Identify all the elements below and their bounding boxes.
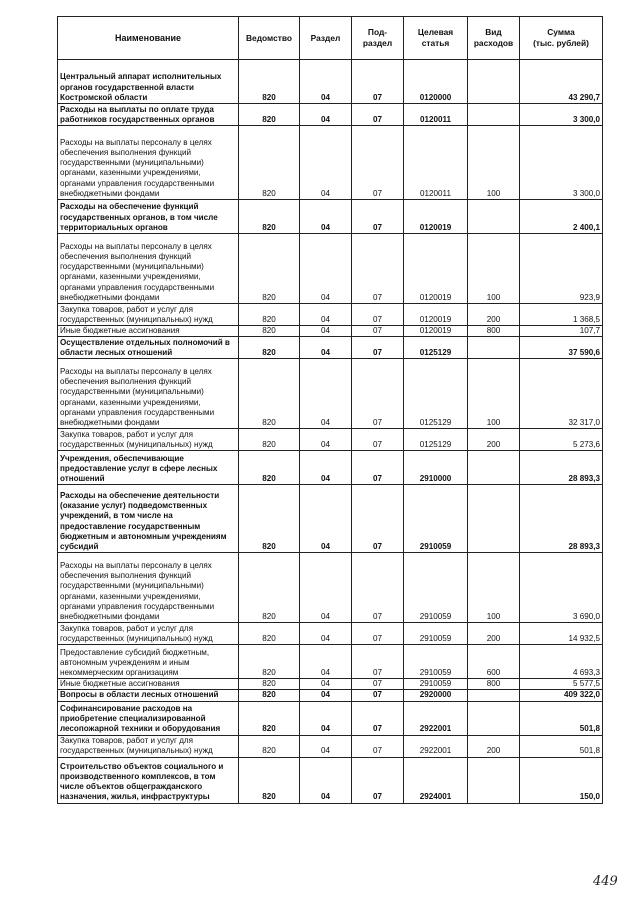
cell-sum: 37 590,6: [520, 337, 603, 359]
cell-name: Закупка товаров, работ и услуг для государственных (муниципальных) нужд: [58, 735, 239, 757]
cell-section: 04: [300, 757, 352, 803]
cell-subsection: 07: [352, 304, 404, 326]
cell-target: 0120000: [404, 60, 468, 104]
table-row: [58, 553, 603, 623]
cell-exp-type: 800: [468, 326, 520, 337]
table-row: [58, 200, 603, 234]
cell-subsection: 07: [352, 451, 404, 485]
cell-subsection: 07: [352, 485, 404, 553]
cell-dept: 820: [239, 701, 300, 735]
cell-section: 04: [300, 645, 352, 679]
cell-exp-type: [468, 757, 520, 803]
cell-exp-type: 100: [468, 126, 520, 200]
cell-subsection: 07: [352, 234, 404, 304]
cell-dept: 820: [239, 735, 300, 757]
header-sum: Сумма (тыс. рублей): [520, 17, 603, 60]
table-row: [58, 304, 603, 326]
cell-name: Расходы на выплаты персоналу в целях обеспечения выполнения функций государственными (муниципальными) органами, казенными учреждениями, органами управления государственными внебюджетными фондами: [58, 359, 239, 429]
cell-subsection: 07: [352, 701, 404, 735]
cell-target: 2910059: [404, 623, 468, 645]
table-row: [58, 429, 603, 451]
table-row: [58, 326, 603, 337]
cell-sum: 5 577,5: [520, 679, 603, 690]
cell-name: Закупка товаров, работ и услуг для государственных (муниципальных) нужд: [58, 304, 239, 326]
cell-subsection: 07: [352, 757, 404, 803]
cell-name: Расходы на выплаты персоналу в целях обеспечения выполнения функций государственными (муниципальными) органами, казенными учреждениями, органами управления государственными внебюджетными фондами: [58, 126, 239, 200]
cell-dept: 820: [239, 234, 300, 304]
cell-exp-type: 600: [468, 645, 520, 679]
cell-exp-type: 200: [468, 623, 520, 645]
cell-target: 2920000: [404, 690, 468, 701]
cell-subsection: 07: [352, 735, 404, 757]
cell-target: 2910059: [404, 553, 468, 623]
page-number: 449: [593, 874, 618, 889]
cell-dept: 820: [239, 60, 300, 104]
table-row: [58, 485, 603, 553]
cell-exp-type: [468, 701, 520, 735]
cell-dept: 820: [239, 200, 300, 234]
table-row: [58, 690, 603, 701]
cell-name: Закупка товаров, работ и услуг для государственных (муниципальных) нужд: [58, 623, 239, 645]
cell-section: 04: [300, 735, 352, 757]
table-row: [58, 126, 603, 200]
cell-subsection: 07: [352, 104, 404, 126]
cell-target: 0120011: [404, 104, 468, 126]
cell-sum: 107,7: [520, 326, 603, 337]
cell-dept: 820: [239, 337, 300, 359]
cell-exp-type: [468, 337, 520, 359]
cell-section: 04: [300, 200, 352, 234]
header-dept: Ведомство: [239, 17, 300, 60]
cell-sum: 923,9: [520, 234, 603, 304]
cell-target: 2922001: [404, 735, 468, 757]
table-row: [58, 359, 603, 429]
cell-subsection: 07: [352, 553, 404, 623]
cell-exp-type: 200: [468, 304, 520, 326]
cell-exp-type: 200: [468, 735, 520, 757]
cell-sum: 501,8: [520, 735, 603, 757]
cell-subsection: 07: [352, 200, 404, 234]
cell-section: 04: [300, 485, 352, 553]
cell-name: Расходы на обеспечение деятельности (оказание услуг) подведомственных учреждений, в том числе на предоставление государственным бюджетным и автономным учреждениям субсидий: [58, 485, 239, 553]
table-row: [58, 337, 603, 359]
cell-sum: 3 300,0: [520, 126, 603, 200]
cell-sum: 150,0: [520, 757, 603, 803]
cell-sum: 43 290,7: [520, 60, 603, 104]
table-row: [58, 645, 603, 679]
table-row: [58, 60, 603, 104]
cell-subsection: 07: [352, 645, 404, 679]
cell-subsection: 07: [352, 429, 404, 451]
table-row: [58, 104, 603, 126]
header-row: [58, 17, 603, 60]
cell-target: 0120019: [404, 326, 468, 337]
cell-target: 0125129: [404, 359, 468, 429]
cell-sum: 2 400,1: [520, 200, 603, 234]
header-subsection: Под- раздел: [352, 17, 404, 60]
cell-dept: 820: [239, 553, 300, 623]
cell-target: 2910059: [404, 485, 468, 553]
cell-section: 04: [300, 701, 352, 735]
cell-section: 04: [300, 451, 352, 485]
cell-target: 2910000: [404, 451, 468, 485]
cell-name: Иные бюджетные ассигнования: [58, 326, 239, 337]
cell-section: 04: [300, 326, 352, 337]
cell-target: 2910059: [404, 679, 468, 690]
cell-target: 0125129: [404, 429, 468, 451]
cell-exp-type: 800: [468, 679, 520, 690]
cell-name: Расходы на выплаты по оплате труда работников государственных органов: [58, 104, 239, 126]
table-row: [58, 701, 603, 735]
cell-section: 04: [300, 623, 352, 645]
cell-sum: 32 317,0: [520, 359, 603, 429]
cell-subsection: 07: [352, 679, 404, 690]
cell-exp-type: [468, 485, 520, 553]
cell-sum: 409 322,0: [520, 690, 603, 701]
cell-section: 04: [300, 104, 352, 126]
cell-exp-type: 100: [468, 553, 520, 623]
cell-exp-type: [468, 200, 520, 234]
cell-sum: 28 893,3: [520, 485, 603, 553]
cell-dept: 820: [239, 485, 300, 553]
cell-dept: 820: [239, 326, 300, 337]
cell-exp-type: [468, 690, 520, 701]
cell-dept: 820: [239, 126, 300, 200]
cell-section: 04: [300, 234, 352, 304]
cell-name: Вопросы в области лесных отношений: [58, 690, 239, 701]
cell-name: Строительство объектов социального и производственного комплексов, в том числе объектов общегражданского назначения, жилья, инфраструктуры: [58, 757, 239, 803]
cell-sum: 5 273,6: [520, 429, 603, 451]
cell-target: 0120011: [404, 126, 468, 200]
cell-name: Расходы на выплаты персоналу в целях обеспечения выполнения функций государственными (муниципальными) органами, казенными учреждениями, органами управления государственными внебюджетными фондами: [58, 553, 239, 623]
cell-target: 0120019: [404, 304, 468, 326]
table-row: [58, 757, 603, 803]
cell-name: Иные бюджетные ассигнования: [58, 679, 239, 690]
cell-target: 2922001: [404, 701, 468, 735]
cell-dept: 820: [239, 757, 300, 803]
table-row: [58, 735, 603, 757]
cell-dept: 820: [239, 645, 300, 679]
cell-name: Предоставление субсидий бюджетным, автономным учреждениям и иным некоммерческим организациям: [58, 645, 239, 679]
cell-dept: 820: [239, 690, 300, 701]
cell-section: 04: [300, 304, 352, 326]
budget-table: [57, 16, 603, 804]
cell-section: 04: [300, 553, 352, 623]
cell-subsection: 07: [352, 623, 404, 645]
cell-sum: 501,8: [520, 701, 603, 735]
cell-name: Расходы на выплаты персоналу в целях обеспечения выполнения функций государственными (муниципальными) органами, казенными учреждениями, органами управления государственными внебюджетными фондами: [58, 234, 239, 304]
header-section: Раздел: [300, 17, 352, 60]
cell-sum: 4 693,3: [520, 645, 603, 679]
cell-target: 0125129: [404, 337, 468, 359]
cell-section: 04: [300, 337, 352, 359]
cell-subsection: 07: [352, 359, 404, 429]
cell-sum: 1 368,5: [520, 304, 603, 326]
cell-subsection: 07: [352, 126, 404, 200]
cell-dept: 820: [239, 679, 300, 690]
cell-name: Учреждения, обеспечивающие предоставление услуг в сфере лесных отношений: [58, 451, 239, 485]
cell-exp-type: 100: [468, 359, 520, 429]
cell-name: Осуществление отдельных полномочий в области лесных отношений: [58, 337, 239, 359]
cell-name: Расходы на обеспечение функций государственных органов, в том числе территориальных органов: [58, 200, 239, 234]
cell-dept: 820: [239, 104, 300, 126]
cell-sum: 28 893,3: [520, 451, 603, 485]
cell-sum: 3 300,0: [520, 104, 603, 126]
cell-subsection: 07: [352, 337, 404, 359]
cell-section: 04: [300, 359, 352, 429]
cell-dept: 820: [239, 623, 300, 645]
cell-dept: 820: [239, 359, 300, 429]
cell-name: Закупка товаров, работ и услуг для государственных (муниципальных) нужд: [58, 429, 239, 451]
cell-subsection: 07: [352, 326, 404, 337]
cell-dept: 820: [239, 304, 300, 326]
header-target: Целевая статья: [404, 17, 468, 60]
cell-section: 04: [300, 429, 352, 451]
cell-exp-type: [468, 60, 520, 104]
cell-sum: 3 690,0: [520, 553, 603, 623]
cell-target: 2924001: [404, 757, 468, 803]
cell-section: 04: [300, 126, 352, 200]
cell-sum: 14 932,5: [520, 623, 603, 645]
cell-target: 2910059: [404, 645, 468, 679]
cell-exp-type: [468, 451, 520, 485]
cell-dept: 820: [239, 451, 300, 485]
cell-section: 04: [300, 679, 352, 690]
cell-section: 04: [300, 60, 352, 104]
cell-exp-type: 100: [468, 234, 520, 304]
cell-name: Софинансирование расходов на приобретение специализированной лесопожарной техники и оборудования: [58, 701, 239, 735]
cell-exp-type: [468, 104, 520, 126]
table-row: [58, 623, 603, 645]
cell-target: 0120019: [404, 200, 468, 234]
cell-subsection: 07: [352, 690, 404, 701]
header-exp-type: Вид расходов: [468, 17, 520, 60]
table-row: [58, 679, 603, 690]
cell-name: Центральный аппарат исполнительных органов государственной власти Костромской области: [58, 60, 239, 104]
cell-dept: 820: [239, 429, 300, 451]
cell-section: 04: [300, 690, 352, 701]
cell-target: 0120019: [404, 234, 468, 304]
table-row: [58, 234, 603, 304]
cell-exp-type: 200: [468, 429, 520, 451]
cell-subsection: 07: [352, 60, 404, 104]
header-name: Наименование: [58, 17, 239, 60]
table-row: [58, 451, 603, 485]
